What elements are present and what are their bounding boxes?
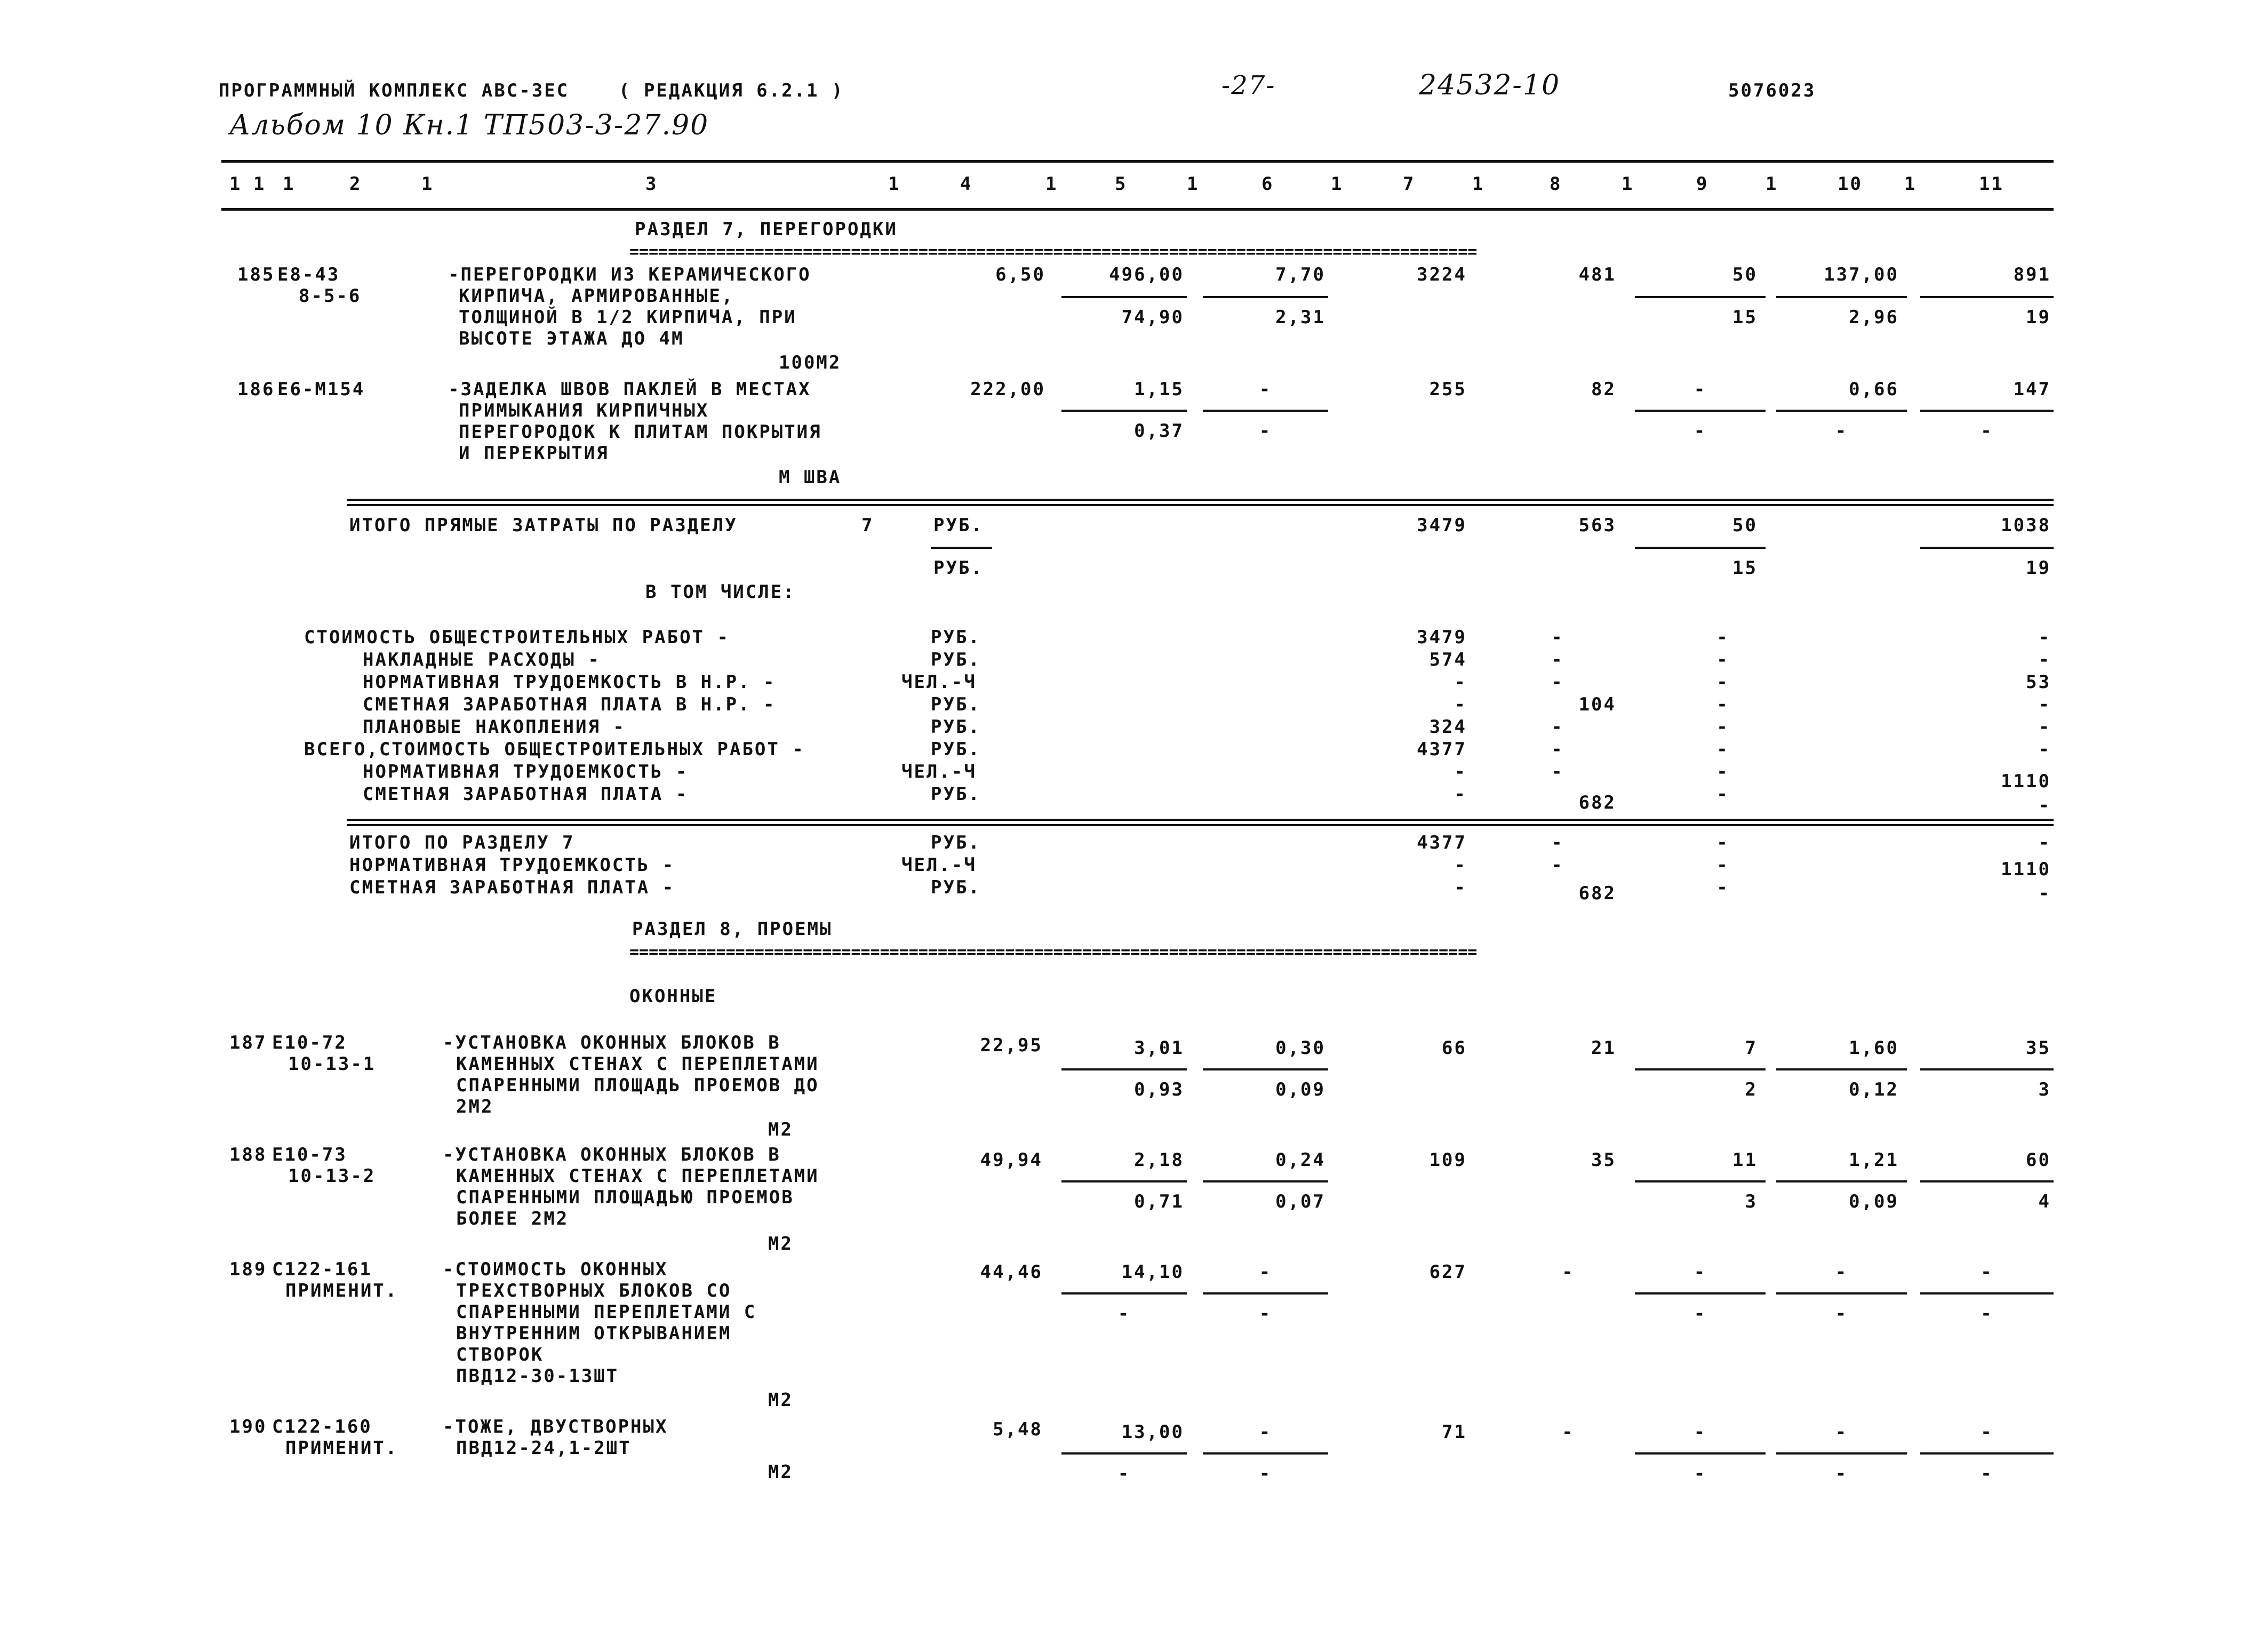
row-desc-line: ВЫСОТЕ ЭТАЖА ДО 4М xyxy=(459,328,684,349)
col8-value: - xyxy=(1562,1261,1575,1283)
col-header-11: 11 xyxy=(1979,173,2004,195)
row-code: Е6-М154 xyxy=(277,379,365,400)
col-sep: 1 xyxy=(1472,173,1485,195)
row-desc-line: И ПЕРЕКРЫТИЯ xyxy=(459,443,609,464)
col7-value: 71 xyxy=(1442,1421,1467,1443)
breakdown-label: ВСЕГО,СТОИМОСТЬ ОБЩЕСТРОИТЕЛЬНЫХ РАБОТ - xyxy=(304,739,805,760)
col11-value: - xyxy=(2038,627,2051,648)
total-direct-label: ИТОГО ПРЯМЫЕ ЗАТРАТЫ ПО РАЗДЕЛУ xyxy=(349,515,738,536)
col8-value: 682 xyxy=(1578,883,1616,904)
breakdown-label: НАКЛАДНЫЕ РАСХОДЫ - xyxy=(363,649,601,670)
col9-top: - xyxy=(1694,1421,1707,1443)
row-desc-line: КИРПИЧА, АРМИРОВАННЫЕ, xyxy=(459,285,734,307)
row-num: 186 xyxy=(237,379,275,400)
col11-top: 1038 xyxy=(2001,515,2051,536)
col5-top: 1,15 xyxy=(1134,379,1184,400)
rule-top xyxy=(221,160,2054,163)
col11-value: - xyxy=(2038,883,2051,904)
col11-value: - xyxy=(2038,832,2051,853)
fraction-line xyxy=(1776,1292,1907,1295)
col8-value: 104 xyxy=(1578,694,1616,715)
row-num: 189 xyxy=(229,1259,267,1280)
col10-bot: - xyxy=(1835,420,1848,442)
page-number: -27- xyxy=(1221,70,1276,100)
col9-top: 50 xyxy=(1732,264,1758,285)
col11-bot: - xyxy=(1980,1303,1993,1324)
row-desc-line: ПВД12-24,1-2ШТ xyxy=(456,1437,632,1459)
col7-value: 4377 xyxy=(1417,832,1467,853)
col11-top: 147 xyxy=(2013,379,2051,400)
col10-top: - xyxy=(1835,1261,1848,1283)
col-header-2: 2 xyxy=(349,173,362,195)
total-section-unit: ЧЕЛ.-Ч xyxy=(901,854,977,876)
col9-top: - xyxy=(1694,379,1707,400)
row-unit: М2 xyxy=(768,1461,793,1483)
row-desc-line: -ЗАДЕЛКА ШВОВ ПАКЛЕЙ В МЕСТАХ xyxy=(448,379,811,400)
fraction-line xyxy=(1635,1068,1766,1070)
total-direct-unit2: РУБ. xyxy=(933,557,984,579)
col-header-3: 3 xyxy=(645,173,658,195)
col9-bot: - xyxy=(1694,420,1707,442)
col6-top: 7,70 xyxy=(1275,264,1325,285)
col8-value: - xyxy=(1551,739,1564,760)
fraction-line xyxy=(1635,547,1766,549)
row-code: С122-160 xyxy=(272,1416,372,1437)
row-code-sub: 10-13-1 xyxy=(288,1053,376,1075)
col11-bot: 4 xyxy=(2038,1191,2051,1212)
breakdown-unit: РУБ. xyxy=(931,694,981,715)
row-code-sub: ПРИМЕНИТ. xyxy=(285,1437,398,1459)
row-num: 185 xyxy=(237,264,275,285)
col5-top: 2,18 xyxy=(1134,1149,1184,1171)
col9-value: - xyxy=(1716,627,1729,648)
col-sep: 1 xyxy=(421,173,434,195)
breakdown-unit: РУБ. xyxy=(931,649,981,670)
col-sep: 1 xyxy=(1331,173,1344,195)
col10-top: 1,21 xyxy=(1849,1149,1899,1171)
col9-top: 11 xyxy=(1732,1149,1758,1171)
col7-value: 324 xyxy=(1429,716,1467,738)
breakdown-unit: РУБ. xyxy=(931,716,981,738)
fraction-line xyxy=(1203,1068,1328,1070)
col6-top: - xyxy=(1259,1421,1272,1443)
col8-value: - xyxy=(1562,1421,1575,1443)
col9-value: - xyxy=(1716,784,1729,805)
total-section-unit: РУБ. xyxy=(931,877,981,898)
col-sep: 1 xyxy=(1622,173,1634,195)
fraction-line xyxy=(1061,1452,1187,1455)
row-desc-line: -УСТАНОВКА ОКОННЫХ БЛОКОВ В xyxy=(443,1032,781,1053)
fraction-line xyxy=(931,547,992,549)
breakdown-unit: РУБ. xyxy=(931,627,981,648)
col9-value: - xyxy=(1716,761,1729,782)
row-desc-line: БОЛЕЕ 2М2 xyxy=(456,1208,569,1229)
col7-value: 4377 xyxy=(1417,739,1467,760)
fraction-line xyxy=(1776,296,1907,298)
col11-value: - xyxy=(2038,649,2051,670)
col-sep: 1 xyxy=(1187,173,1200,195)
row-unit: М ШВА xyxy=(779,467,842,488)
row-code: Е10-72 xyxy=(272,1032,347,1053)
fraction-line xyxy=(1061,1292,1187,1295)
section7-title: РАЗДЕЛ 7, ПЕРЕГОРОДКИ xyxy=(635,219,898,240)
col11-top: - xyxy=(1980,1261,1993,1283)
total-direct-unit: РУБ. xyxy=(933,515,984,536)
col4-value: 44,46 xyxy=(980,1261,1043,1283)
col7-value: - xyxy=(1454,672,1467,693)
col-sep: 1 xyxy=(888,173,901,195)
fraction-line xyxy=(1635,1292,1766,1295)
section8-title: РАЗДЕЛ 8, ПРОЕМЫ xyxy=(632,918,833,940)
col9-value: - xyxy=(1716,739,1729,760)
fraction-line xyxy=(1635,1180,1766,1182)
row-num: 190 xyxy=(229,1416,267,1437)
breakdown-unit: РУБ. xyxy=(931,784,981,805)
row-code-sub: ПРИМЕНИТ. xyxy=(285,1280,398,1301)
col9-value: - xyxy=(1716,877,1729,898)
col7-value: - xyxy=(1454,784,1467,805)
breakdown-label: НОРМАТИВНАЯ ТРУДОЕМКОСТЬ В Н.Р. - xyxy=(363,672,776,693)
row-code: Е8-43 xyxy=(277,264,340,285)
col5-top: 14,10 xyxy=(1121,1261,1184,1283)
row-desc-line: СПАРЕННЫМИ ПЛОЩАДЬ ПРОЕМОВ ДО xyxy=(456,1075,819,1096)
fraction-line xyxy=(1203,1292,1328,1295)
row-unit: М2 xyxy=(768,1233,793,1255)
total-direct-section: 7 xyxy=(861,515,874,536)
rule-under-header xyxy=(221,208,2054,211)
col4-value: 6,50 xyxy=(995,264,1045,285)
col9-value: - xyxy=(1716,649,1729,670)
col5-top: 3,01 xyxy=(1134,1037,1184,1059)
col8-value: 682 xyxy=(1578,792,1616,813)
section8-underline: ======================================================================================== xyxy=(629,943,1478,962)
breakdown-unit: ЧЕЛ.-Ч xyxy=(901,672,977,693)
col7-value: 3224 xyxy=(1417,264,1467,285)
col9-bot: 15 xyxy=(1732,307,1758,328)
row-code-sub: 10-13-2 xyxy=(288,1165,376,1187)
col9-bot: - xyxy=(1694,1463,1707,1484)
col11-value: 53 xyxy=(2026,672,2051,693)
col10-top: 137,00 xyxy=(1824,264,1899,285)
col10-bot: 2,96 xyxy=(1849,307,1899,328)
row-num: 187 xyxy=(229,1032,267,1053)
col7-value: 66 xyxy=(1442,1037,1467,1059)
col-header-7: 7 xyxy=(1403,173,1416,195)
col9-value: - xyxy=(1716,832,1729,853)
fraction-line xyxy=(1635,296,1766,298)
fraction-line xyxy=(1920,296,2054,298)
col6-top: - xyxy=(1259,379,1272,400)
edition: ( РЕДАКЦИЯ 6.2.1 ) xyxy=(619,80,844,101)
row-desc-line: КАМЕННЫХ СТЕНАХ С ПЕРЕПЛЕТАМИ xyxy=(456,1165,819,1187)
col5-bot: - xyxy=(1117,1303,1131,1324)
col8-value: 481 xyxy=(1578,264,1616,285)
col10-top: - xyxy=(1835,1421,1848,1443)
row-desc-line: -СТОИМОСТЬ ОКОННЫХ xyxy=(443,1259,668,1280)
col6-top: 0,24 xyxy=(1275,1149,1325,1171)
fraction-line xyxy=(1203,1180,1328,1182)
col5-bot: 0,71 xyxy=(1134,1191,1184,1212)
col5-top: 13,00 xyxy=(1121,1421,1184,1443)
col9-bot: 15 xyxy=(1732,557,1758,579)
col7-value: - xyxy=(1454,694,1467,715)
col4-value: 22,95 xyxy=(980,1035,1043,1056)
fraction-line xyxy=(1920,547,2054,549)
col11-value: 1110 xyxy=(2001,859,2051,880)
col-header-1: 1 xyxy=(253,173,266,195)
col7-value: 3479 xyxy=(1417,515,1467,536)
total-section-label: НОРМАТИВНАЯ ТРУДОЕМКОСТЬ - xyxy=(349,854,675,876)
col11-bot: 3 xyxy=(2038,1079,2051,1100)
col9-top: - xyxy=(1694,1261,1707,1283)
col5-top: 496,00 xyxy=(1109,264,1184,285)
col11-value: - xyxy=(2038,716,2051,738)
album-note: Альбом 10 Кн.1 ТП503-3-27.90 xyxy=(229,109,709,141)
fraction-line xyxy=(1635,1452,1766,1455)
breakdown-label: НОРМАТИВНАЯ ТРУДОЕМКОСТЬ - xyxy=(363,761,689,782)
col11-value: - xyxy=(2038,694,2051,715)
col8-value: - xyxy=(1551,854,1564,876)
col10-bot: - xyxy=(1835,1303,1848,1324)
col11-value: - xyxy=(2038,795,2051,816)
col-sep: 1 xyxy=(1904,173,1917,195)
fraction-line xyxy=(1920,410,2054,412)
doc-number: 24532-10 xyxy=(1419,69,1561,101)
col6-top: 0,30 xyxy=(1275,1037,1325,1059)
col-sep: 1 xyxy=(229,173,242,195)
col9-bot: - xyxy=(1694,1303,1707,1324)
col7-value: 255 xyxy=(1429,379,1467,400)
breakdown-label: СТОИМОСТЬ ОБЩЕСТРОИТЕЛЬНЫХ РАБОТ - xyxy=(304,627,730,648)
fraction-line xyxy=(1061,1068,1187,1070)
fraction-line xyxy=(1920,1180,2054,1182)
fraction-line xyxy=(1061,410,1187,412)
col5-bot: 0,93 xyxy=(1134,1079,1184,1100)
col11-bot: - xyxy=(1980,1463,1993,1484)
total-section-label: ИТОГО ПО РАЗДЕЛУ 7 xyxy=(349,832,575,853)
row-code-sub: 8-5-6 xyxy=(299,285,362,307)
row-desc-line: ТРЕХСТВОРНЫХ БЛОКОВ СО xyxy=(456,1280,732,1301)
col-header-8: 8 xyxy=(1550,173,1562,195)
row-code: Е10-73 xyxy=(272,1144,347,1165)
double-rule xyxy=(347,499,2054,506)
col10-bot: 0,12 xyxy=(1849,1079,1899,1100)
col8-value: - xyxy=(1551,627,1564,648)
col-header-9: 9 xyxy=(1696,173,1709,195)
program-name: ПРОГРАММНЫЙ КОМПЛЕКС АВС-ЗЕС xyxy=(219,80,570,101)
col8-value: 35 xyxy=(1591,1149,1616,1171)
row-desc-line: -ТОЖЕ, ДВУСТВОРНЫХ xyxy=(443,1416,668,1437)
col6-bot: 0,07 xyxy=(1275,1191,1325,1212)
col7-value: 627 xyxy=(1429,1261,1467,1283)
col9-top: 50 xyxy=(1732,515,1758,536)
row-code: С122-161 xyxy=(272,1259,372,1280)
col9-value: - xyxy=(1716,694,1729,715)
fraction-line xyxy=(1203,1452,1328,1455)
row-desc-line: ПЕРЕГОРОДОК К ПЛИТАМ ПОКРЫТИЯ xyxy=(459,421,822,443)
col6-top: - xyxy=(1259,1261,1272,1283)
col6-bot: 2,31 xyxy=(1275,307,1325,328)
col6-bot: 0,09 xyxy=(1275,1079,1325,1100)
col-header-4: 4 xyxy=(960,173,973,195)
row-desc-line: СПАРЕННЫМИ ПЕРЕПЛЕТАМИ С xyxy=(456,1301,757,1323)
col4-value: 5,48 xyxy=(993,1419,1043,1440)
col-sep: 1 xyxy=(1045,173,1058,195)
row-unit: М2 xyxy=(768,1119,793,1140)
col7-value: - xyxy=(1454,761,1467,782)
col11-value: - xyxy=(2038,739,2051,760)
breakdown-label: ПЛАНОВЫЕ НАКОПЛЕНИЯ - xyxy=(363,716,626,738)
col9-value: - xyxy=(1716,672,1729,693)
fraction-line xyxy=(1203,296,1328,298)
col4-value: 49,94 xyxy=(980,1149,1043,1171)
col11-value: 1110 xyxy=(2001,771,2051,792)
col8-value: 82 xyxy=(1591,379,1616,400)
breakdown-label: СМЕТНАЯ ЗАРАБОТНАЯ ПЛАТА - xyxy=(363,784,689,805)
col7-value: - xyxy=(1454,854,1467,876)
section8-subtitle: ОКОННЫЕ xyxy=(629,986,717,1007)
col8-value: - xyxy=(1551,761,1564,782)
col6-bot: - xyxy=(1259,1303,1272,1324)
col11-bot: - xyxy=(1980,420,1993,442)
col11-top: 35 xyxy=(2026,1037,2051,1059)
fraction-line xyxy=(1776,1180,1907,1182)
col9-bot: 2 xyxy=(1745,1079,1758,1100)
col-sep: 1 xyxy=(1766,173,1778,195)
col4-value: 222,00 xyxy=(970,379,1045,400)
col7-value: 109 xyxy=(1429,1149,1467,1171)
row-desc-line: 2М2 xyxy=(456,1096,494,1117)
col5-bot: 0,37 xyxy=(1134,420,1184,442)
row-desc-line: ПРИМЫКАНИЯ КИРПИЧНЫХ xyxy=(459,400,709,421)
col-header-10: 10 xyxy=(1838,173,1863,195)
row-desc-line: ТОЛЩИНОЙ В 1/2 КИРПИЧА, ПРИ xyxy=(459,307,797,328)
col10-top: 0,66 xyxy=(1849,379,1899,400)
col9-bot: 3 xyxy=(1745,1191,1758,1212)
row-desc-line: -УСТАНОВКА ОКОННЫХ БЛОКОВ В xyxy=(443,1144,781,1165)
row-desc-line: СТВОРОК xyxy=(456,1344,544,1365)
col8-value: - xyxy=(1551,716,1564,738)
col8-value: 21 xyxy=(1591,1037,1616,1059)
col11-top: 891 xyxy=(2013,264,2051,285)
col9-top: 7 xyxy=(1745,1037,1758,1059)
col11-top: 60 xyxy=(2026,1149,2051,1171)
col5-bot: 74,90 xyxy=(1121,307,1184,328)
breakdown-label: СМЕТНАЯ ЗАРАБОТНАЯ ПЛАТА В Н.Р. - xyxy=(363,694,776,715)
row-num: 188 xyxy=(229,1144,267,1165)
fraction-line xyxy=(1776,1452,1907,1455)
breakdown-unit: ЧЕЛ.-Ч xyxy=(901,761,977,782)
col10-bot: - xyxy=(1835,1463,1848,1484)
double-rule xyxy=(347,819,2054,826)
col10-bot: 0,09 xyxy=(1849,1191,1899,1212)
col-header-6: 6 xyxy=(1261,173,1274,195)
total-section-unit: РУБ. xyxy=(931,832,981,853)
row-desc-line: КАМЕННЫХ СТЕНАХ С ПЕРЕПЛЕТАМИ xyxy=(456,1053,819,1075)
col11-bot: 19 xyxy=(2026,557,2051,579)
col7-value: 574 xyxy=(1429,649,1467,670)
fraction-line xyxy=(1203,410,1328,412)
row-desc-line: СПАРЕННЫМИ ПЛОЩАДЬЮ ПРОЕМОВ xyxy=(456,1187,794,1208)
col9-value: - xyxy=(1716,854,1729,876)
including-label: В ТОМ ЧИСЛЕ: xyxy=(645,581,796,603)
breakdown-unit: РУБ. xyxy=(931,739,981,760)
col10-top: 1,60 xyxy=(1849,1037,1899,1059)
fraction-line xyxy=(1920,1292,2054,1295)
col-sep: 1 xyxy=(283,173,296,195)
fraction-line xyxy=(1776,410,1907,412)
col11-top: - xyxy=(1980,1421,1993,1443)
row-unit: 100М2 xyxy=(779,352,842,373)
section7-underline: ======================================================================================== xyxy=(629,243,1478,261)
col8-value: - xyxy=(1551,672,1564,693)
col5-bot: - xyxy=(1117,1463,1131,1484)
col9-value: - xyxy=(1716,716,1729,738)
fraction-line xyxy=(1635,410,1766,412)
col8-value: 563 xyxy=(1578,515,1616,536)
col8-value: - xyxy=(1551,832,1564,853)
col8-value: - xyxy=(1551,649,1564,670)
code-number: 5076023 xyxy=(1728,80,1816,101)
col6-bot: - xyxy=(1259,420,1272,442)
row-desc-line: -ПЕРЕГОРОДКИ ИЗ КЕРАМИЧЕСКОГО xyxy=(448,264,811,285)
col-header-5: 5 xyxy=(1115,173,1128,195)
fraction-line xyxy=(1061,1180,1187,1182)
fraction-line xyxy=(1776,1068,1907,1070)
col7-value: - xyxy=(1454,877,1467,898)
fraction-line xyxy=(1061,296,1187,298)
row-desc-line: ПВД12-30-13ШТ xyxy=(456,1365,619,1387)
col6-bot: - xyxy=(1259,1463,1272,1484)
col11-bot: 19 xyxy=(2026,307,2051,328)
total-section-label: СМЕТНАЯ ЗАРАБОТНАЯ ПЛАТА - xyxy=(349,877,675,898)
fraction-line xyxy=(1920,1068,2054,1070)
col7-value: 3479 xyxy=(1417,627,1467,648)
fraction-line xyxy=(1920,1452,2054,1455)
row-unit: М2 xyxy=(768,1389,793,1411)
row-desc-line: ВНУТРЕННИМ ОТКРЫВАНИЕМ xyxy=(456,1323,732,1344)
